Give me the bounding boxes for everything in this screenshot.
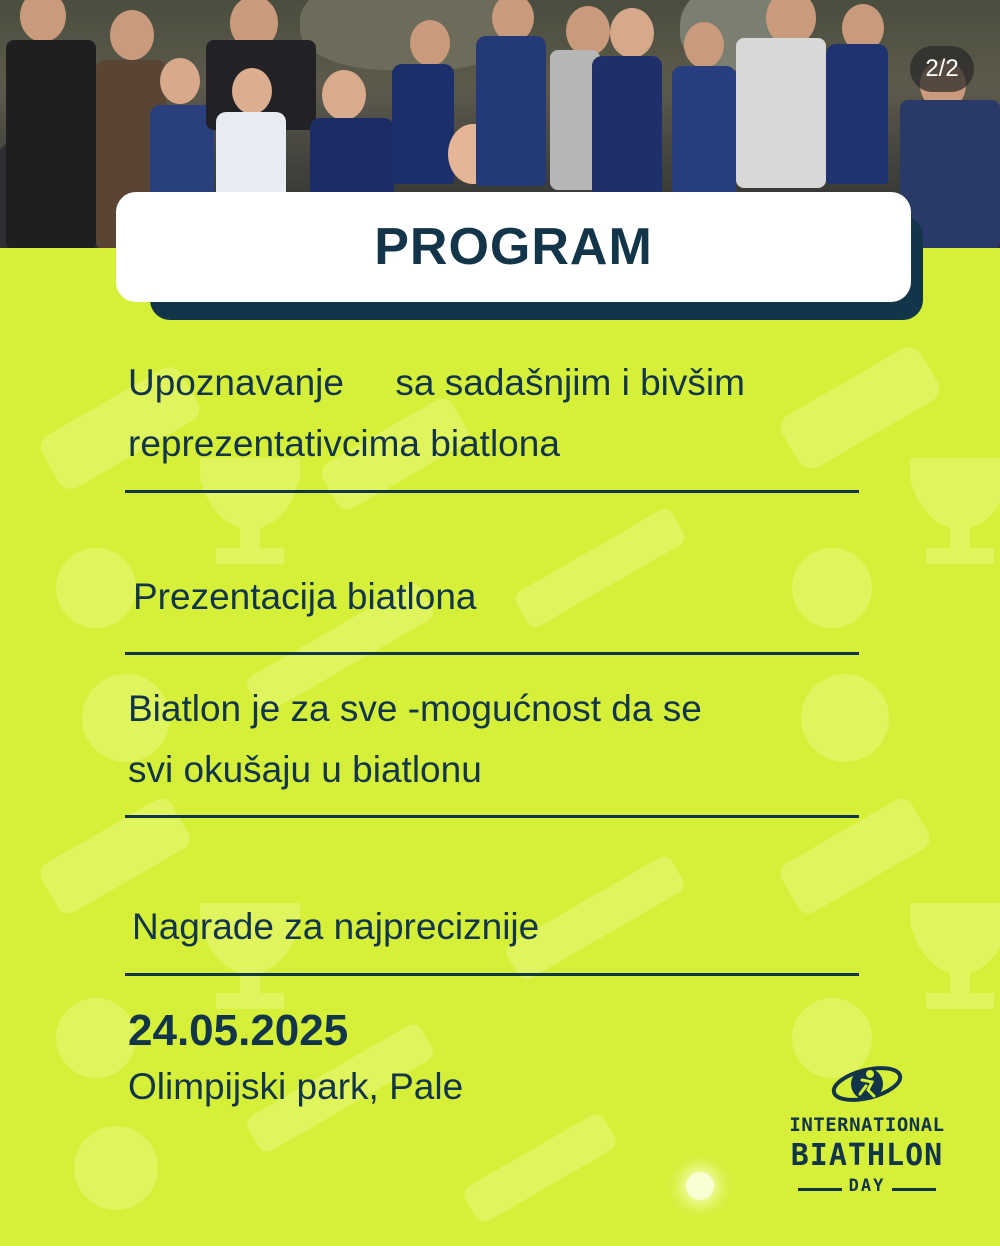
logo-dash-right	[892, 1188, 936, 1191]
program-item-1	[128, 352, 888, 474]
logo-line-biathlon: BIATHLON	[790, 1138, 944, 1173]
program-item-1-line2: reprezentativcima biatlona	[128, 423, 560, 464]
divider	[125, 490, 859, 493]
program-item-2-line1: Prezentacija biatlona	[133, 576, 477, 617]
biathlete-globe-icon	[776, 1056, 958, 1112]
gallery-counter: 2/2	[910, 46, 974, 92]
program-item-1-line1: Upoznavanje sa sadašnjim i bivšim	[128, 362, 745, 403]
program-item-3-line2: svi okušaju u biatlonu	[128, 749, 482, 790]
program-item-4-line1: Nagrade za najpreciznije	[132, 906, 540, 947]
program-item-3-line1: Biatlon je za sve -mogućnost da se	[128, 688, 702, 729]
international-biathlon-day-logo	[776, 1056, 958, 1206]
divider	[125, 652, 859, 655]
program-item-4	[132, 896, 892, 957]
divider	[125, 973, 859, 976]
light-dot	[686, 1172, 714, 1200]
event-venue: Olimpijski park, Pale	[128, 1066, 464, 1107]
logo-line-day: DAY	[848, 1176, 886, 1196]
logo-line-international: INTERNATIONAL	[789, 1114, 945, 1136]
page-title: PROGRAM	[374, 218, 653, 276]
title-box	[116, 192, 911, 302]
program-item-3	[128, 678, 888, 800]
event-date: 24.05.2025	[128, 1006, 349, 1055]
program-item-2	[133, 566, 893, 627]
divider	[125, 815, 859, 818]
